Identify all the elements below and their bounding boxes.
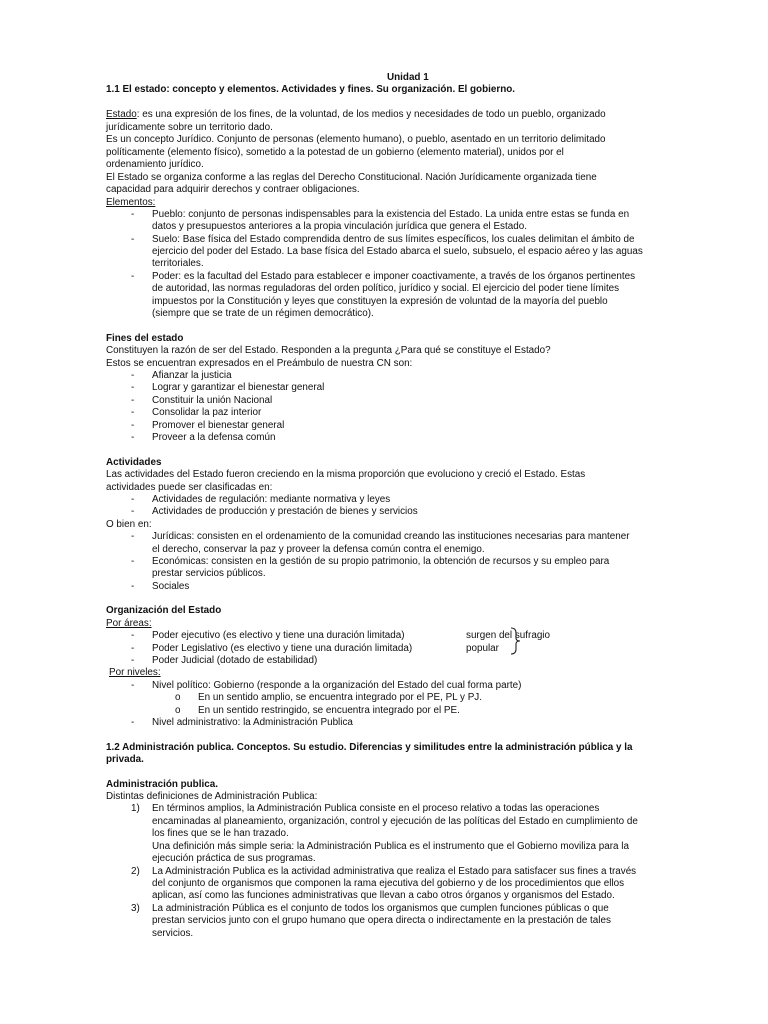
list-number: 3) [131,903,140,914]
text-line: capacidad para adquirir derechos y contraer obligaciones. [106,184,360,195]
sub-list-item: En un sentido amplio, se encuentra integrado por el PE, PL y PJ. [198,692,482,703]
numbered-item-continuation: Una definición más simple seria: la Administración Publica es el instrumento que el Gobierno moviliza para la [152,841,629,852]
list-item-continuation: datos y presupuestos anteriores a la propia vinculación jurídica que genera el Estado. [152,221,527,232]
bullet-dash: - [131,234,135,245]
elementos-heading: Elementos: [106,197,156,208]
unit-title: Unidad 1 [387,72,429,83]
list-item-continuation: prestar servicios públicos. [152,568,266,579]
text-line: jurídicamente sobre un territorio dado. [106,122,273,133]
text-line: Las actividades del Estado fueron creciendo en la misma proporción que evoluciono y creció el Estado. Estas [106,469,586,480]
actividades-heading: Actividades [106,457,162,468]
numbered-item: La administración Pública es el conjunto de todos los organismos que cumplen funciones públicas o que [152,903,609,914]
fines-heading: Fines del estado [106,333,184,344]
list-item: Poder Judicial (dotado de estabilidad) [152,655,318,666]
bullet-dash: - [131,370,135,381]
bullet-circle: o [175,692,181,703]
list-item-continuation: territoriales. [152,258,204,269]
list-item: Proveer a la defensa común [152,432,276,443]
numbered-item-continuation: los fines que se le han trazado. [152,828,289,839]
list-item: Jurídicas: consisten en el ordenamiento de la comunidad creando las instituciones necesarias para mantener [152,531,630,542]
brace-note-top: surgen del sufragio [466,630,550,641]
list-item: Promover el bienestar general [152,420,285,431]
list-item: Consolidar la paz interior [152,407,262,418]
bullet-circle: o [175,705,181,716]
bullet-dash: - [131,581,135,592]
list-item: Poder ejecutivo (es electivo y tiene una duración limitada) [152,630,405,641]
numbered-item-continuation: servicios. [152,928,194,939]
estado-definition [106,109,606,122]
list-item: Actividades de regulación: mediante normativa y leyes [152,494,391,505]
bullet-dash: - [131,271,135,282]
sub-list-item: En un sentido restringido, se encuentra integrado por el PE. [198,705,460,716]
bullet-dash: - [131,432,135,443]
bullet-dash: - [131,680,135,691]
bullet-dash: - [131,655,135,666]
bullet-dash: - [131,506,135,517]
bullet-dash: - [131,382,135,393]
bullet-dash: - [131,420,135,431]
text-line: Distintas definiciones de Administración Publica: [106,791,318,802]
numbered-item-continuation: del conjunto de organismos que componen la rama ejecutiva del gobierno y de los procedimientos que ellos [152,878,625,889]
numbered-item: En términos amplios, la Administración Publica consiste en el proceso relativo a todas las operaciones [152,803,600,814]
list-number: 2) [131,866,140,877]
section-2-heading: 1.2 Administración publica. Conceptos. Su estudio. Diferencias y similitudes entre la administración pública y la [106,742,633,753]
organizacion-heading: Organización del Estado [106,605,222,616]
text-line: políticamente (elemento físico), sometido a la potestad de un gobierno (elemento material), unidos por el [106,147,564,158]
bullet-dash: - [131,209,135,220]
list-item-continuation: el derecho, conservar la paz y proveer la defensa común contra el enemigo. [152,544,485,555]
list-item: Actividades de producción y prestación de bienes y servicios [152,506,418,517]
bullet-dash: - [131,395,135,406]
brace-note-bottom: popular [466,643,499,654]
list-item: Suelo: Base física del Estado comprendida dentro de sus límites específicos, los cuales delimitan el ámbito de [152,234,635,245]
curly-brace-icon [508,627,522,655]
numbered-item-continuation: aplican, así como las funciones administrativas que llevan a cabo otros órganos y organismos del Estado. [152,890,615,901]
estado-definition-text: : es una expresión de los fines, de la voluntad, de los medios y necesidades de todo un pueblo, organizado [136,109,606,120]
list-item: Económicas: consisten en la gestión de su propio patrimonio, la obtención de recursos y su empleo para [152,556,610,567]
list-number: 1) [131,803,140,814]
text-line: actividades puede ser clasificadas en: [106,482,273,493]
list-item: Poder Legislativo (es electivo y tiene una duración limitada) [152,643,413,654]
text-line: Es un concepto Jurídico. Conjunto de personas (elemento humano), o pueblo, asentado en un territorio delimitado [106,134,606,145]
admin-heading: Administración publica. [106,779,218,790]
text-line: El Estado se organiza conforme a las reglas del Derecho Constitucional. Nación Jurídicamente organizada tiene [106,172,597,183]
list-item: Afianzar la justicia [152,370,232,381]
section-2-heading-cont: privada. [106,754,144,765]
bullet-dash: - [131,556,135,567]
section-1-heading: 1.1 El estado: concepto y elementos. Actividades y fines. Su organización. El gobierno. [106,84,515,95]
list-item: Sociales [152,581,190,592]
bullet-dash: - [131,407,135,418]
list-item: Poder: es la facultad del Estado para establecer e imponer coactivamente, a través de los órganos pertinentes [152,271,636,282]
text-line: Estos se encuentran expresados en el Preámbulo de nuestra CN son: [106,358,413,369]
list-item-continuation: ejercicio del poder del Estado. La base física del Estado abarca el suelo, subsuelo, el espacio aéreo y las aguas [152,246,643,257]
list-item-continuation: impuestos por la Constitución y leyes que constituyen la expresión de voluntad de la mayoría del pueblo [152,296,608,307]
list-item: Constituir la unión Nacional [152,395,273,406]
numbered-item-continuation: encaminadas al planeamiento, organización, control y ejecución de las políticas del Estado en cumplimiento de [152,816,638,827]
list-item: Pueblo: conjunto de personas indispensables para la existencia del Estado. La unida entre estas se funda en [152,209,630,220]
numbered-item-continuation: prestan servicios junto con el grupo humano que opera directa o indirectamente en la prestación de tales [152,915,611,926]
list-item: Lograr y garantizar el bienestar general [152,382,325,393]
bullet-dash: - [131,630,135,641]
bullet-dash: - [131,531,135,542]
estado-term: Estado [106,109,137,120]
list-item-continuation: (siempre que se trate de un régimen democrático). [152,308,374,319]
numbered-item: La Administración Publica es la actividad administrativa que realiza el Estado para satisfacer sus fines a través [152,866,637,877]
text-line: ordenamiento jurídico. [106,159,204,170]
por-niveles-label: Por niveles: [109,667,161,678]
list-item: Nivel administrativo: la Administración Publica [152,717,353,728]
por-areas-label: Por áreas: [106,618,152,629]
numbered-item-continuation: ejecución práctica de sus programas. [152,853,316,864]
list-item-continuation: de autoridad, las normas reguladoras del orden político, jurídico y social. El ejercicio del poder tiene límites [152,283,620,294]
bullet-dash: - [131,643,135,654]
text-line: Constituyen la razón de ser del Estado. Responden a la pregunta ¿Para qué se constituye el Estado? [106,345,551,356]
bullet-dash: - [131,717,135,728]
list-item: Nivel político: Gobierno (responde a la organización del Estado del cual forma parte) [152,680,522,691]
text-line: O bien en: [106,519,152,530]
bullet-dash: - [131,494,135,505]
